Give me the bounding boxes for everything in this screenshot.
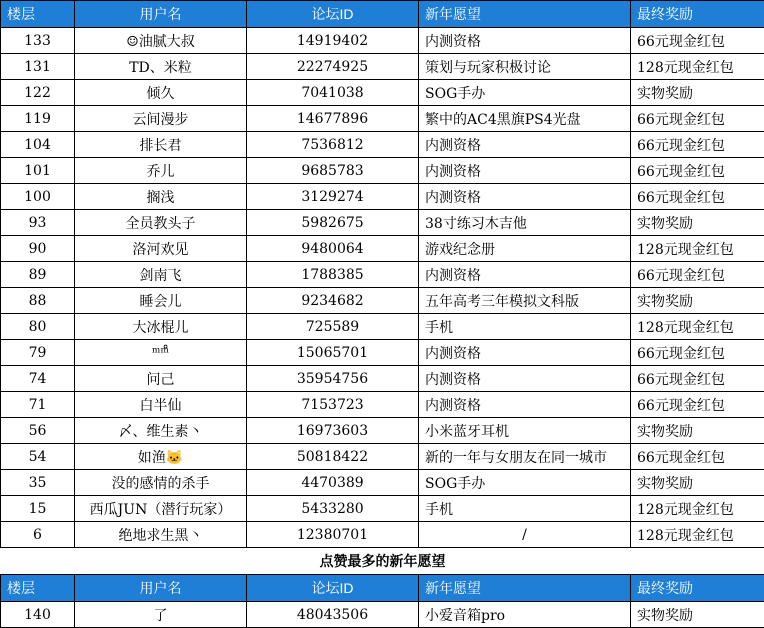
cell-wish: 新的一年与女朋友在同一城市 bbox=[419, 444, 631, 470]
cell-reward: 128元现金红包 bbox=[631, 522, 764, 548]
cell-username: 绝地求生黑丶 bbox=[75, 522, 247, 548]
header-row bbox=[1, 1, 764, 28]
header-forum-id: 论坛ID bbox=[247, 575, 419, 602]
cell-username: 睡会儿 bbox=[75, 288, 247, 314]
cell-wish: 小爱音箱pro bbox=[419, 602, 631, 628]
cell-forum-id: 5982675 bbox=[247, 210, 419, 236]
cell-wish: 内测资格 bbox=[419, 184, 631, 210]
cell-forum-id: 14677896 bbox=[247, 106, 419, 132]
cell-reward: 实物奖励 bbox=[631, 602, 764, 628]
table-row bbox=[1, 522, 764, 548]
cell-reward: 66元现金红包 bbox=[631, 444, 764, 470]
header-floor: 楼层 bbox=[1, 575, 75, 602]
header-wish: 新年愿望 bbox=[419, 575, 631, 602]
table-row bbox=[1, 262, 764, 288]
cell-floor: 90 bbox=[1, 236, 75, 262]
table-row bbox=[1, 210, 764, 236]
cell-reward: 66元现金红包 bbox=[631, 340, 764, 366]
header-reward: 最终奖励 bbox=[631, 575, 764, 602]
cell-floor: 133 bbox=[1, 28, 75, 54]
cell-wish: 38寸练习木吉他 bbox=[419, 210, 631, 236]
cell-reward: 66元现金红包 bbox=[631, 184, 764, 210]
cell-username: 全员教头子 bbox=[75, 210, 247, 236]
cell-username: 洛河欢见 bbox=[75, 236, 247, 262]
header-username: 用户名 bbox=[75, 1, 247, 28]
cell-wish: 繁中的AC4黑旗PS4光盘 bbox=[419, 106, 631, 132]
cell-forum-id: 22274925 bbox=[247, 54, 419, 80]
table-row bbox=[1, 236, 764, 262]
cell-reward: 实物奖励 bbox=[631, 418, 764, 444]
cell-wish: 手机 bbox=[419, 314, 631, 340]
cell-floor: 100 bbox=[1, 184, 75, 210]
cell-floor: 56 bbox=[1, 418, 75, 444]
cell-wish: SOG手办 bbox=[419, 80, 631, 106]
cell-reward: 实物奖励 bbox=[631, 288, 764, 314]
cell-reward: 128元现金红包 bbox=[631, 54, 764, 80]
cell-username: 〆、维生素丶 bbox=[75, 418, 247, 444]
cell-username: 排长君 bbox=[75, 132, 247, 158]
cell-floor: 54 bbox=[1, 444, 75, 470]
cell-reward: 128元现金红包 bbox=[631, 496, 764, 522]
cell-reward: 实物奖励 bbox=[631, 470, 764, 496]
cell-username: 了 bbox=[75, 602, 247, 628]
top-liked-body bbox=[1, 602, 764, 628]
table-row bbox=[1, 288, 764, 314]
cell-forum-id: 3129274 bbox=[247, 184, 419, 210]
cell-wish: 手机 bbox=[419, 496, 631, 522]
cell-username: 倾久 bbox=[75, 80, 247, 106]
cell-username: 没的感情的杀手 bbox=[75, 470, 247, 496]
cell-wish: 策划与玩家积极讨论 bbox=[419, 54, 631, 80]
cell-reward: 66元现金红包 bbox=[631, 132, 764, 158]
cell-reward: 66元现金红包 bbox=[631, 262, 764, 288]
cell-username: 大冰棍儿 bbox=[75, 314, 247, 340]
cell-floor: 80 bbox=[1, 314, 75, 340]
cell-reward: 实物奖励 bbox=[631, 210, 764, 236]
table-row bbox=[1, 340, 764, 366]
header-row-2 bbox=[1, 575, 764, 602]
cell-floor: 79 bbox=[1, 340, 75, 366]
section-title-row bbox=[1, 548, 764, 575]
table-row bbox=[1, 106, 764, 132]
section-title: 点赞最多的新年愿望 bbox=[1, 548, 764, 575]
cell-floor: 140 bbox=[1, 602, 75, 628]
cell-forum-id: 7153723 bbox=[247, 392, 419, 418]
cell-floor: 104 bbox=[1, 132, 75, 158]
cell-username: 白半仙 bbox=[75, 392, 247, 418]
cell-wish: 游戏纪念册 bbox=[419, 236, 631, 262]
cell-wish: 五年高考三年模拟文科版 bbox=[419, 288, 631, 314]
winners-body bbox=[1, 28, 764, 548]
cell-forum-id: 5433280 bbox=[247, 496, 419, 522]
cell-wish: 内测资格 bbox=[419, 158, 631, 184]
cell-forum-id: 50818422 bbox=[247, 444, 419, 470]
cell-wish: 小米蓝牙耳机 bbox=[419, 418, 631, 444]
cell-reward: 128元现金红包 bbox=[631, 314, 764, 340]
table-row bbox=[1, 602, 764, 628]
cell-forum-id: 4470389 bbox=[247, 470, 419, 496]
header-wish: 新年愿望 bbox=[419, 1, 631, 28]
cell-username: 问己 bbox=[75, 366, 247, 392]
cell-forum-id: 7536812 bbox=[247, 132, 419, 158]
cell-floor: 119 bbox=[1, 106, 75, 132]
cell-floor: 35 bbox=[1, 470, 75, 496]
cell-forum-id: 35954756 bbox=[247, 366, 419, 392]
cell-wish: 内测资格 bbox=[419, 366, 631, 392]
cell-forum-id: 9234682 bbox=[247, 288, 419, 314]
cell-reward: 66元现金红包 bbox=[631, 158, 764, 184]
table-row bbox=[1, 392, 764, 418]
cell-floor: 15 bbox=[1, 496, 75, 522]
cell-forum-id: 7041038 bbox=[247, 80, 419, 106]
cell-floor: 122 bbox=[1, 80, 75, 106]
table-row bbox=[1, 366, 764, 392]
table-row bbox=[1, 496, 764, 522]
cell-wish: 内测资格 bbox=[419, 392, 631, 418]
cell-forum-id: 1788385 bbox=[247, 262, 419, 288]
cell-reward: 66元现金红包 bbox=[631, 28, 764, 54]
cell-forum-id: 14919402 bbox=[247, 28, 419, 54]
header-floor: 楼层 bbox=[1, 1, 75, 28]
cell-reward: 66元现金红包 bbox=[631, 106, 764, 132]
cell-username: 乔儿 bbox=[75, 158, 247, 184]
cell-floor: 89 bbox=[1, 262, 75, 288]
cell-floor: 88 bbox=[1, 288, 75, 314]
cell-floor: 93 bbox=[1, 210, 75, 236]
table-row bbox=[1, 470, 764, 496]
cell-username: ☺油腻大叔 bbox=[75, 28, 247, 54]
cell-floor: 74 bbox=[1, 366, 75, 392]
table-row bbox=[1, 54, 764, 80]
table-row bbox=[1, 132, 764, 158]
cell-forum-id: 12380701 bbox=[247, 522, 419, 548]
cell-username: ᵐᵐ̊ bbox=[75, 340, 247, 366]
cell-username: 如渔🐱 bbox=[75, 444, 247, 470]
table-row bbox=[1, 314, 764, 340]
cell-username: 剑南飞 bbox=[75, 262, 247, 288]
cell-forum-id: 16973603 bbox=[247, 418, 419, 444]
cell-wish: 内测资格 bbox=[419, 262, 631, 288]
cell-wish: SOG手办 bbox=[419, 470, 631, 496]
cell-forum-id: 48043506 bbox=[247, 602, 419, 628]
cell-username: TD、米粒 bbox=[75, 54, 247, 80]
cell-wish: 内测资格 bbox=[419, 340, 631, 366]
cell-reward: 128元现金红包 bbox=[631, 236, 764, 262]
table-row bbox=[1, 80, 764, 106]
cell-reward: 实物奖励 bbox=[631, 80, 764, 106]
header-reward: 最终奖励 bbox=[631, 1, 764, 28]
table-row bbox=[1, 444, 764, 470]
cell-floor: 6 bbox=[1, 522, 75, 548]
cell-forum-id: 725589 bbox=[247, 314, 419, 340]
cell-forum-id: 15065701 bbox=[247, 340, 419, 366]
cell-forum-id: 9685783 bbox=[247, 158, 419, 184]
cell-username: 云间漫步 bbox=[75, 106, 247, 132]
header-username: 用户名 bbox=[75, 575, 247, 602]
cell-forum-id: 9480064 bbox=[247, 236, 419, 262]
cell-wish: / bbox=[419, 522, 631, 548]
header-forum-id: 论坛ID bbox=[247, 1, 419, 28]
table-row bbox=[1, 28, 764, 54]
cell-reward: 66元现金红包 bbox=[631, 392, 764, 418]
table-row bbox=[1, 184, 764, 210]
cell-username: 西瓜JUN（潜行玩家） bbox=[75, 496, 247, 522]
cell-wish: 内测资格 bbox=[419, 132, 631, 158]
cell-reward: 66元现金红包 bbox=[631, 366, 764, 392]
table-row bbox=[1, 418, 764, 444]
cell-floor: 131 bbox=[1, 54, 75, 80]
cell-wish: 内测资格 bbox=[419, 28, 631, 54]
table-row bbox=[1, 158, 764, 184]
cell-floor: 101 bbox=[1, 158, 75, 184]
cell-floor: 71 bbox=[1, 392, 75, 418]
cell-username: 搁浅 bbox=[75, 184, 247, 210]
